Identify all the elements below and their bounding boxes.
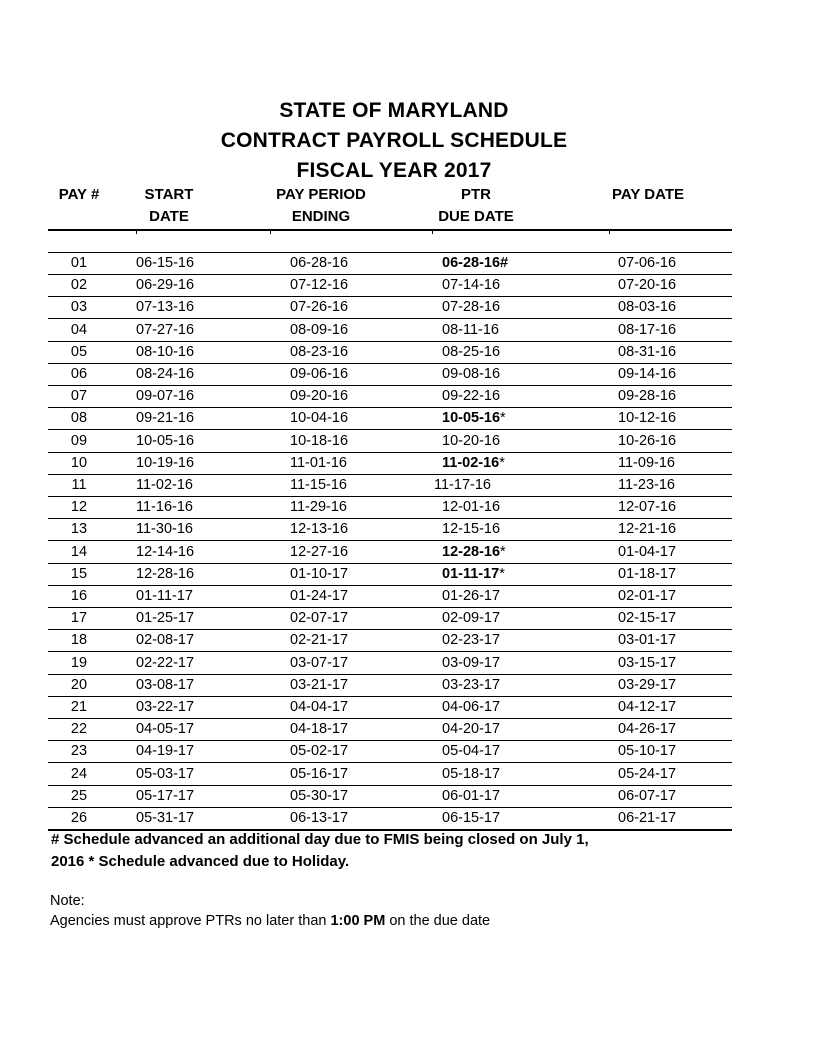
pay-period-ending-cell: 02-21-17	[290, 632, 349, 649]
ptr-date-value: 03-09-17	[442, 654, 501, 671]
ptr-due-date-cell	[442, 629, 500, 651]
start-date-cell: 11-30-16	[136, 521, 193, 538]
ptr-date-value: 05-04-17	[442, 743, 501, 760]
pay-period-ending-cell: 12-13-16	[290, 521, 349, 538]
table-row	[48, 785, 732, 808]
pay-number-cell: 25	[70, 787, 88, 804]
start-date-cell: 07-27-16	[136, 321, 195, 338]
start-date-cell: 02-22-17	[136, 654, 195, 671]
pay-period-ending-cell: 10-04-16	[290, 410, 349, 427]
table-row	[48, 363, 732, 386]
ptr-date-value: 05-18-17	[442, 765, 501, 782]
ptr-date-value: 06-15-17	[442, 810, 501, 826]
start-date-cell: 04-19-17	[136, 743, 195, 760]
header-ptr-line-1: PTR	[461, 186, 491, 203]
start-date-cell: 02-08-17	[136, 632, 195, 649]
table-row	[48, 407, 732, 430]
table-row	[48, 607, 732, 630]
ptr-date-value: 01-11-17	[442, 565, 500, 582]
table-row	[48, 274, 732, 297]
table-row	[48, 474, 732, 497]
header-pay-date-label: PAY DATE	[612, 186, 684, 203]
pay-number-cell: 18	[70, 632, 88, 649]
table-row	[48, 341, 732, 364]
note-text	[50, 911, 490, 931]
pay-date-cell: 08-31-16	[618, 343, 677, 360]
table-row	[48, 252, 732, 275]
start-date-cell: 10-19-16	[136, 454, 195, 471]
pay-date-cell: 11-09-16	[618, 454, 675, 471]
pay-date-cell: 04-12-17	[618, 699, 677, 715]
ptr-date-value: 02-09-17	[442, 610, 501, 627]
pay-number-cell: 19	[70, 654, 88, 671]
pay-number-cell: 03	[70, 299, 88, 316]
pay-period-ending-cell: 02-07-17	[290, 610, 349, 627]
footnote-line-1: # Schedule advanced an additional day due to FMIS being closed on July 1,	[51, 831, 589, 848]
pay-date-cell: 05-24-17	[618, 765, 677, 782]
ptr-due-date-cell	[442, 807, 500, 829]
table-row	[48, 629, 732, 652]
ptr-date-value: 11-02-16	[442, 454, 500, 471]
pay-period-ending-cell: 03-07-17	[290, 654, 349, 671]
table-row	[48, 452, 732, 475]
pay-date-cell: 02-01-17	[618, 588, 677, 604]
table-row	[48, 518, 732, 541]
ptr-due-date-cell	[442, 563, 505, 585]
start-date-cell: 01-11-17	[136, 588, 193, 604]
ptr-date-value: 06-28-16#	[442, 255, 509, 271]
ptr-due-date-cell	[442, 763, 500, 785]
header-pay-period-line-2: ENDING	[291, 208, 351, 225]
ptr-due-date-cell	[442, 652, 500, 674]
pay-number-cell: 14	[70, 543, 88, 560]
ptr-due-date-cell	[442, 385, 500, 407]
pay-period-ending-cell: 01-10-17	[290, 565, 349, 582]
pay-number-cell: 13	[70, 521, 88, 538]
note-label: Note:	[50, 893, 85, 909]
pay-number-cell: 15	[70, 565, 88, 582]
title-line-2: CONTRACT PAYROLL SCHEDULE	[220, 129, 568, 152]
pay-period-ending-cell: 04-18-17	[290, 721, 349, 738]
pay-period-ending-cell: 11-29-16	[290, 499, 347, 516]
ptr-date-value: 07-14-16	[442, 277, 501, 294]
pay-number-cell: 04	[70, 321, 88, 338]
holiday-asterisk: *	[500, 543, 506, 560]
pay-number-cell: 21	[70, 699, 88, 715]
ptr-date-value: 01-26-17	[442, 588, 501, 604]
pay-period-ending-cell: 06-13-17	[290, 810, 349, 826]
table-row	[48, 807, 732, 830]
pay-number-cell: 26	[70, 810, 88, 826]
pay-date-cell: 05-10-17	[618, 743, 677, 760]
table-row	[48, 740, 732, 763]
pay-date-cell: 03-29-17	[618, 676, 677, 693]
ptr-date-value: 04-20-17	[442, 721, 501, 738]
start-date-cell: 12-14-16	[136, 543, 195, 560]
pay-period-ending-cell: 11-01-16	[290, 454, 347, 471]
table-row	[48, 296, 732, 319]
pay-period-ending-cell: 08-09-16	[290, 321, 349, 338]
pay-date-cell: 03-01-17	[618, 632, 677, 649]
table-row	[48, 563, 732, 586]
pay-date-cell: 01-04-17	[618, 543, 677, 560]
table-row	[48, 763, 732, 786]
ptr-date-value: 06-01-17	[442, 787, 501, 804]
holiday-asterisk: *	[499, 454, 505, 471]
pay-period-ending-cell: 09-20-16	[290, 388, 349, 405]
ptr-due-date-cell	[442, 496, 500, 518]
note-time: 1:00 PM	[330, 913, 386, 929]
ptr-date-value: 02-23-17	[442, 632, 501, 649]
table-row	[48, 652, 732, 675]
start-date-cell: 12-28-16	[136, 565, 195, 582]
ptr-due-date-cell	[442, 541, 506, 563]
pay-number-cell: 20	[70, 676, 88, 693]
pay-number-cell: 12	[70, 499, 88, 516]
start-date-cell: 05-31-17	[136, 810, 195, 826]
ptr-due-date-cell	[442, 585, 500, 607]
start-date-cell: 07-13-16	[136, 299, 195, 316]
ptr-date-value: 12-28-16	[442, 543, 501, 560]
ptr-date-value: 04-06-17	[442, 699, 501, 715]
pay-period-ending-cell: 10-18-16	[290, 432, 349, 449]
start-date-cell: 11-02-16	[136, 477, 193, 493]
ptr-date-value: 07-28-16	[442, 299, 501, 316]
ptr-date-value: 09-22-16	[442, 388, 501, 405]
pay-date-cell: 06-07-17	[618, 787, 677, 804]
ptr-due-date-cell	[442, 696, 500, 718]
pay-number-cell: 08	[70, 410, 88, 427]
start-date-cell: 03-08-17	[136, 676, 195, 693]
ptr-due-date-cell	[442, 407, 506, 429]
pay-period-ending-cell: 09-06-16	[290, 366, 349, 382]
ptr-due-date-cell	[442, 274, 500, 296]
ptr-date-value: 08-11-16	[442, 321, 499, 338]
header-pay-number	[48, 184, 110, 206]
header-pay-date	[600, 184, 696, 206]
ptr-date-value: 12-15-16	[442, 521, 501, 538]
ptr-due-date-cell	[442, 252, 508, 274]
pay-period-ending-cell: 05-30-17	[290, 787, 349, 804]
footnote-line-2: 2016 * Schedule advanced due to Holiday.	[51, 853, 350, 870]
pay-period-ending-cell: 04-04-17	[290, 699, 349, 715]
pay-period-ending-cell: 11-15-16	[290, 477, 347, 493]
start-date-cell: 05-17-17	[136, 787, 195, 804]
ptr-due-date-cell	[442, 518, 500, 540]
ptr-due-date-cell	[442, 718, 500, 740]
pay-period-ending-cell: 08-23-16	[290, 343, 349, 360]
pay-period-ending-cell: 01-24-17	[290, 588, 349, 604]
pay-number-cell: 09	[70, 432, 88, 449]
pay-date-cell: 03-15-17	[618, 654, 677, 671]
ptr-due-date-cell	[442, 607, 500, 629]
table-row	[48, 496, 732, 519]
ptr-due-date-cell	[442, 363, 500, 385]
start-date-cell: 11-16-16	[136, 499, 193, 516]
pay-number-cell: 05	[70, 343, 88, 360]
pay-date-cell: 07-20-16	[618, 277, 677, 294]
pay-number-cell: 24	[70, 765, 88, 782]
title-line-1: STATE OF MARYLAND	[279, 99, 509, 122]
start-date-cell: 01-25-17	[136, 610, 195, 627]
header-ptr-line-2: DUE DATE	[438, 208, 514, 225]
pay-period-ending-cell: 03-21-17	[290, 676, 349, 693]
header-tick	[136, 230, 137, 234]
ptr-date-value: 03-23-17	[442, 676, 501, 693]
ptr-due-date-cell	[434, 474, 491, 496]
ptr-date-value: 09-08-16	[442, 366, 501, 382]
header-tick	[609, 230, 610, 234]
pay-number-cell: 16	[70, 588, 88, 604]
ptr-due-date-cell	[442, 674, 500, 696]
note-text-after: on the due date	[385, 913, 491, 929]
pay-date-cell: 01-18-17	[618, 565, 677, 582]
start-date-cell: 09-07-16	[136, 388, 195, 405]
ptr-due-date-cell	[442, 341, 500, 363]
pay-number-cell: 23	[70, 743, 88, 760]
pay-date-cell: 09-14-16	[618, 366, 677, 382]
ptr-due-date-cell	[442, 452, 505, 474]
pay-date-cell: 10-26-16	[618, 432, 677, 449]
ptr-due-date-cell	[442, 740, 500, 762]
header-pay-period-ending	[266, 184, 376, 228]
pay-period-ending-cell: 06-28-16	[290, 255, 349, 271]
start-date-cell: 09-21-16	[136, 410, 195, 427]
ptr-date-value: 12-01-16	[442, 499, 501, 516]
pay-date-cell: 10-12-16	[618, 410, 677, 427]
start-date-cell: 05-03-17	[136, 765, 195, 782]
table-row	[48, 541, 732, 564]
table-row	[48, 696, 732, 719]
header-pay-period-line-1: PAY PERIOD	[276, 186, 366, 203]
start-date-cell: 04-05-17	[136, 721, 195, 738]
header-rule	[48, 229, 732, 231]
pay-period-ending-cell: 07-12-16	[290, 277, 349, 294]
pay-date-cell: 02-15-17	[618, 610, 677, 627]
pay-period-ending-cell: 12-27-16	[290, 543, 349, 560]
ptr-date-value: 10-20-16	[442, 432, 501, 449]
header-tick	[270, 230, 271, 234]
holiday-asterisk: *	[499, 565, 505, 582]
header-pay-number-label: PAY #	[58, 186, 100, 203]
pay-number-cell: 22	[70, 721, 88, 738]
title-line-3: FISCAL YEAR 2017	[296, 159, 492, 182]
ptr-due-date-cell	[442, 296, 500, 318]
table-row	[48, 674, 732, 697]
pay-number-cell: 02	[70, 277, 88, 294]
pay-period-ending-cell: 05-16-17	[290, 765, 349, 782]
pay-number-cell: 06	[70, 366, 88, 382]
start-date-cell: 06-29-16	[136, 277, 195, 294]
pay-date-cell: 12-21-16	[618, 521, 677, 538]
table-row	[48, 319, 732, 342]
header-start-date-line-2: DATE	[149, 208, 189, 225]
header-tick	[432, 230, 433, 234]
ptr-due-date-cell	[442, 785, 500, 807]
ptr-date-value: 08-25-16	[442, 343, 501, 360]
pay-number-cell: 10	[70, 454, 88, 471]
header-start-date-line-1: START	[144, 186, 194, 203]
ptr-date-value: 11-17-16	[434, 477, 491, 493]
pay-date-cell: 06-21-17	[618, 810, 677, 826]
start-date-cell: 06-15-16	[136, 255, 195, 271]
table-row	[48, 718, 732, 741]
pay-date-cell: 07-06-16	[618, 255, 677, 271]
note-text-before: Agencies must approve PTRs no later than	[50, 913, 331, 929]
pay-date-cell: 11-23-16	[618, 477, 675, 493]
header-ptr-due-date	[426, 184, 526, 228]
ptr-due-date-cell	[442, 319, 499, 341]
pay-number-cell: 07	[70, 388, 88, 405]
start-date-cell: 08-10-16	[136, 343, 195, 360]
pay-period-ending-cell: 07-26-16	[290, 299, 349, 316]
header-start-date	[124, 184, 214, 228]
ptr-date-value: 10-05-16	[442, 410, 501, 427]
pay-date-cell: 04-26-17	[618, 721, 677, 738]
table-row	[48, 585, 732, 608]
holiday-asterisk: *	[500, 410, 506, 427]
pay-date-cell: 08-17-16	[618, 321, 677, 338]
table-row	[48, 430, 732, 453]
pay-number-cell: 11	[71, 477, 87, 493]
pay-number-cell: 17	[70, 610, 88, 627]
pay-period-ending-cell: 05-02-17	[290, 743, 349, 760]
start-date-cell: 08-24-16	[136, 366, 195, 382]
table-row	[48, 385, 732, 408]
pay-date-cell: 12-07-16	[618, 499, 677, 516]
start-date-cell: 03-22-17	[136, 699, 195, 715]
ptr-due-date-cell	[442, 430, 500, 452]
pay-date-cell: 09-28-16	[618, 388, 677, 405]
start-date-cell: 10-05-16	[136, 432, 195, 449]
pay-number-cell: 01	[70, 255, 88, 271]
pay-date-cell: 08-03-16	[618, 299, 677, 316]
